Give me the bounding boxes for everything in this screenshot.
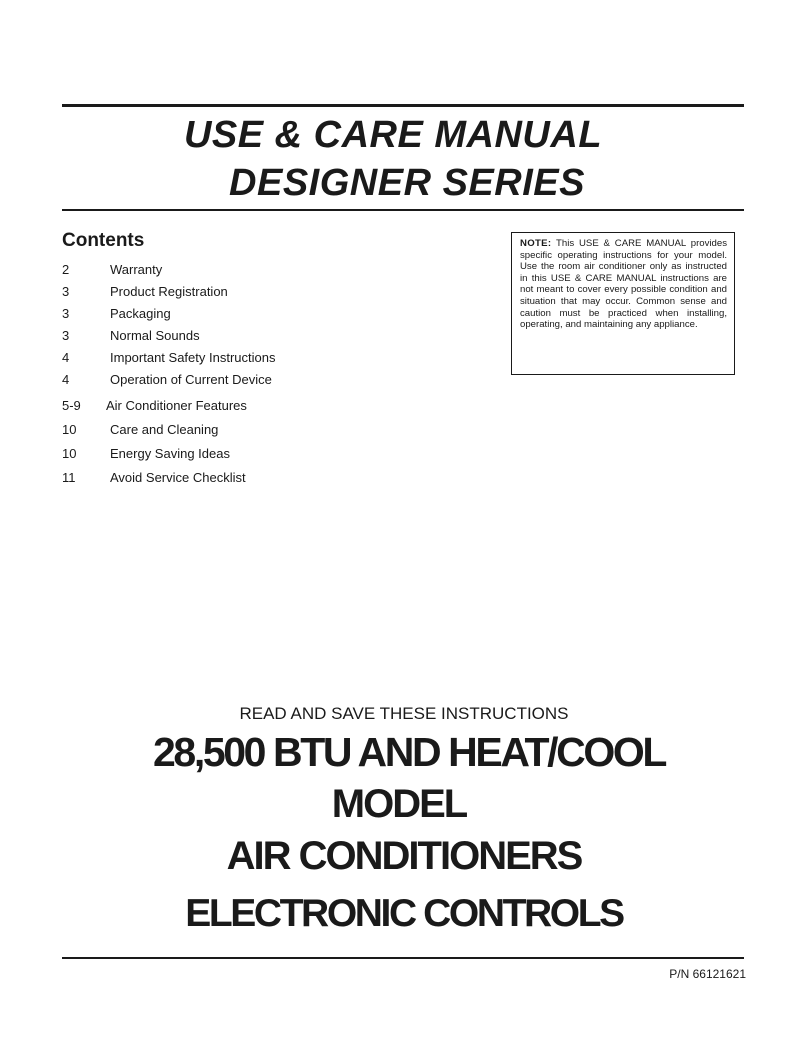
toc-item [62,305,422,323]
title-rule [62,209,744,211]
toc-item [62,397,422,415]
toc-page-number: 2 [62,262,70,277]
toc-page-number: 11 [62,470,76,485]
toc-item [62,371,422,389]
toc-page-number: 3 [62,284,70,299]
toc-label: Care and Cleaning [110,422,219,437]
product-line-1: 28,500 BTU AND HEAT/COOL [153,729,665,775]
note-text: This USE & CARE MANUAL provides specific operating instructions for your model. Use the room air conditioner only as instructed in this USE & CARE MANUAL instructions are not meant to cover every possible condition and situation that may occur. Common sense and caution must be practiced when installing, operating, and maintaining any appliance. [520,238,727,331]
product-line-3: AIR CONDITIONERS [226,834,582,878]
series-title: DESIGNER SERIES [229,162,585,204]
toc-item [62,327,422,345]
toc-item [62,349,422,367]
toc-item [62,421,422,439]
product-line-2: MODEL [331,782,467,826]
toc-item [62,261,422,279]
bottom-rule [62,957,744,959]
toc-item [62,445,422,463]
contents-heading: Contents [62,230,145,251]
toc-page-number: 10 [62,446,77,461]
read-save-instructions: READ AND SAVE THESE INSTRUCTIONS [239,704,569,723]
note-box [511,232,735,375]
toc-label: Avoid Service Checklist [110,470,246,485]
toc-label: Product Registration [110,284,228,299]
product-line-4: ELECTRONIC CONTROLS [185,892,623,935]
top-rule [62,104,744,107]
toc-label: Packaging [110,306,171,321]
part-number: P/N 66121621 [669,967,746,981]
toc-item [62,469,422,487]
toc-item [62,283,422,301]
toc-label: Operation of Current Device [110,372,272,387]
toc-label: Normal Sounds [110,328,200,343]
manual-title: USE & CARE MANUAL [183,114,603,156]
toc-label: Important Safety Instructions [110,350,276,365]
toc-page-number: 10 [62,422,77,437]
toc-label: Warranty [110,262,163,277]
toc-page-number: 3 [62,306,70,321]
toc-page-number: 5-9 [62,398,81,413]
toc-page-number: 4 [62,372,70,387]
toc-page-number: 3 [62,328,70,343]
toc-label: Energy Saving Ideas [110,446,230,461]
toc-label: Air Conditioner Features [106,398,247,413]
toc-page-number: 4 [62,350,70,365]
note-label: NOTE: [520,238,552,249]
